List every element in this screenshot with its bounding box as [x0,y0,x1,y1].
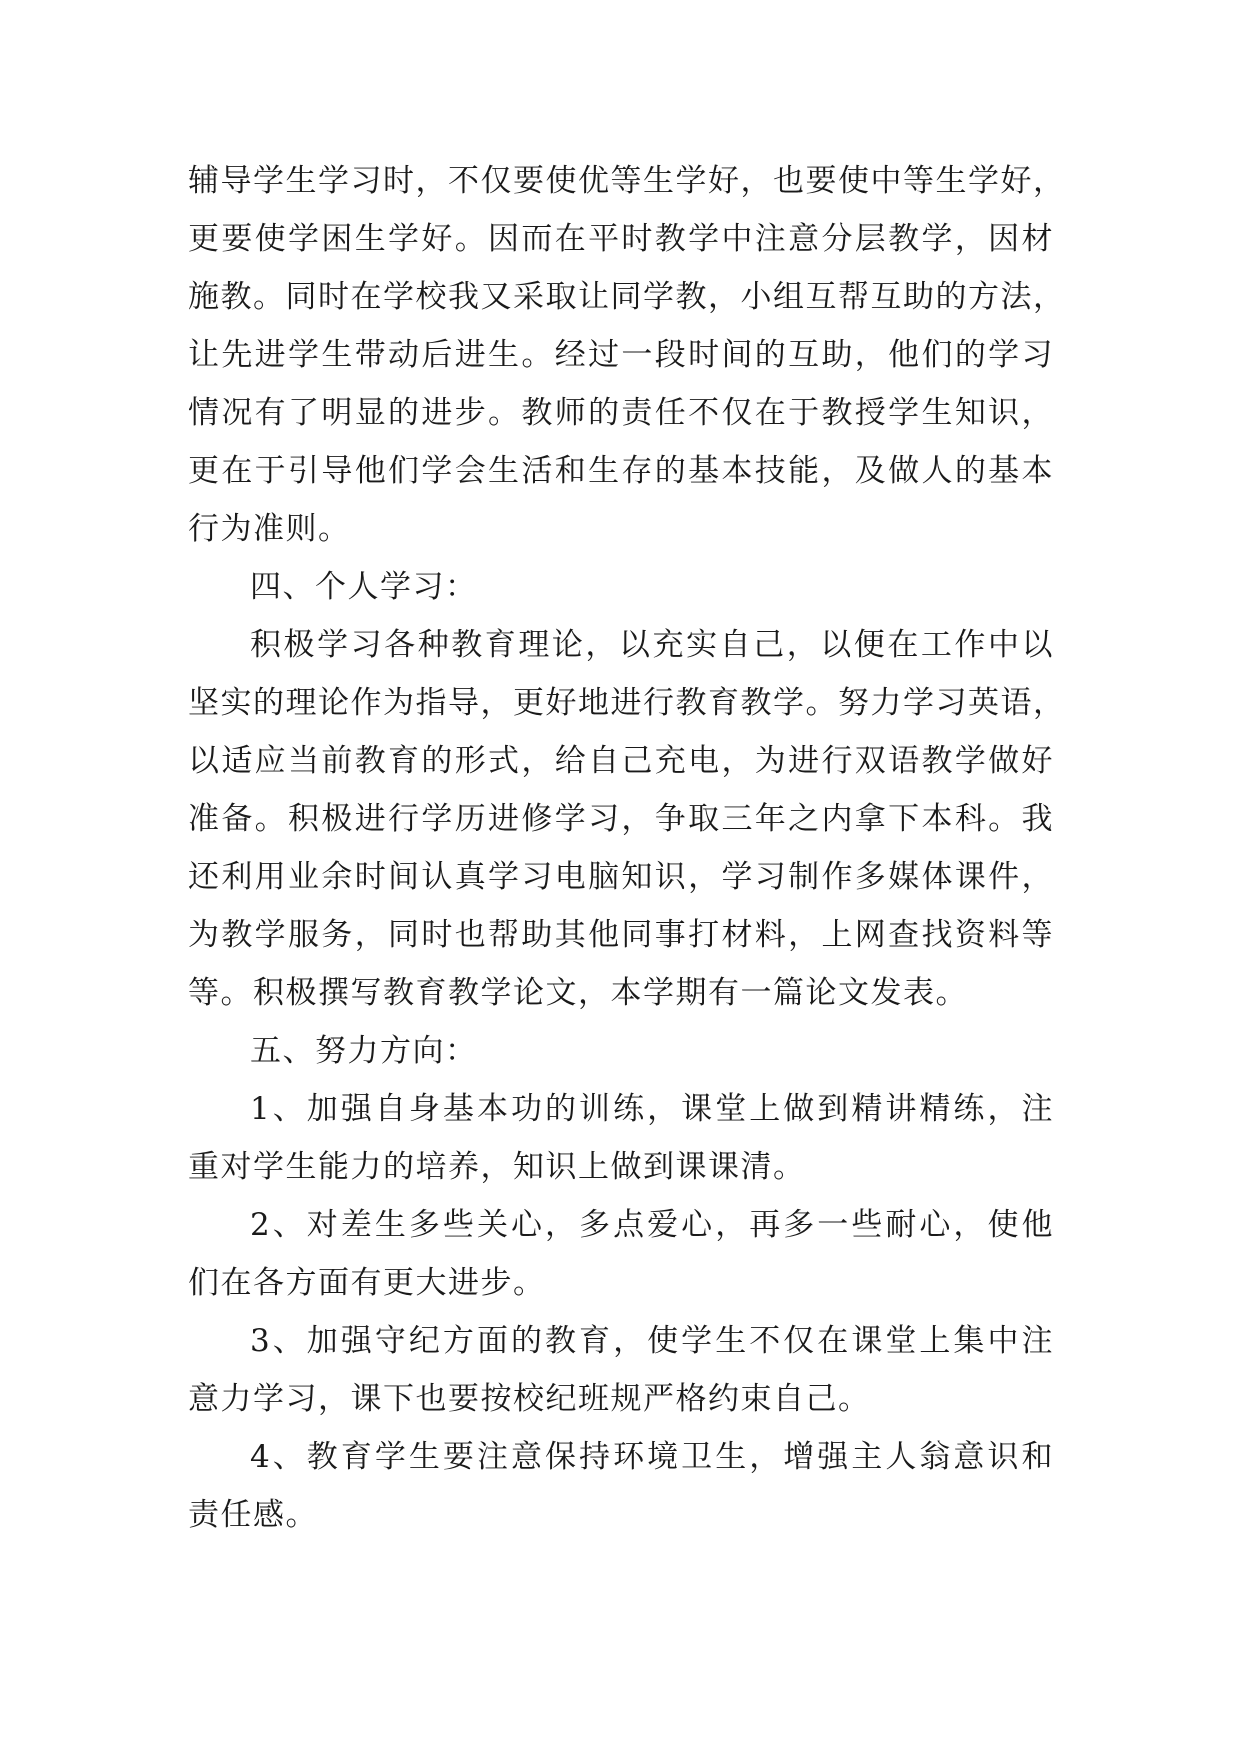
text-line: 以适应当前教育的形式，给自己充电，为进行双语教学做好 [188,743,1054,779]
list-item-3 [188,1312,1054,1428]
text-line: 积极学习各种教育理论，以充实自己，以便在工作中以 [250,627,1054,663]
text-line: 意力学习，课下也要按校纪班规严格约束自己。 [188,1381,871,1417]
section-heading-direction [188,1022,1054,1080]
text-line: 情况有了明显的进步。教师的责任不仅在于教授学生知识， [188,395,1054,431]
text-line: 等。积极撰写教育教学论文，本学期有一篇论文发表。 [188,975,968,1011]
text-line: 还利用业余时间认真学习电脑知识，学习制作多媒体课件， [188,859,1054,895]
list-item-1 [188,1080,1054,1196]
text-line: 为教学服务，同时也帮助其他同事打材料，上网查找资料等 [188,917,1054,953]
text-line: 2、对差生多些关心，多点爱心，再多一些耐心，使他 [250,1207,1054,1243]
text-line: 辅导学生学习时，不仅要使优等生学好，也要使中等生学好， [188,163,1066,199]
text-line: 让先进学生带动后进生。经过一段时间的互助，他们的学习 [188,337,1054,373]
heading-text: 四、个人学习： [250,569,478,605]
section-heading-personal-study [188,558,1054,616]
list-item-2 [188,1196,1054,1312]
text-line: 4、教育学生要注意保持环境卫生，增强主人翁意识和 [250,1439,1054,1475]
text-line: 3、加强守纪方面的教育，使学生不仅在课堂上集中注 [250,1323,1054,1359]
text-line: 准备。积极进行学历进修学习，争取三年之内拿下本科。我 [188,801,1054,837]
text-line: 坚实的理论作为指导，更好地进行教育教学。努力学习英语， [188,685,1066,721]
text-line: 行为准则。 [188,511,351,547]
text-line: 施教。同时在学校我又采取让同学教，小组互帮互助的方法， [188,279,1066,315]
heading-text: 五、努力方向： [250,1033,478,1069]
paragraph-tutoring [188,152,1066,558]
document-body [188,152,1066,1544]
text-line: 更在于引导他们学会生活和生存的基本技能，及做人的基本 [188,453,1054,489]
text-line: 责任感。 [188,1497,318,1533]
text-line: 1、加强自身基本功的训练，课堂上做到精讲精练，注 [250,1091,1054,1127]
text-line: 们在各方面有更大进步。 [188,1265,546,1301]
text-line: 重对学生能力的培养，知识上做到课课清。 [188,1149,806,1185]
paragraph-personal-study [188,616,1066,1022]
list-item-4 [188,1428,1054,1544]
text-line: 更要使学困生学好。因而在平时教学中注意分层教学，因材 [188,221,1054,257]
